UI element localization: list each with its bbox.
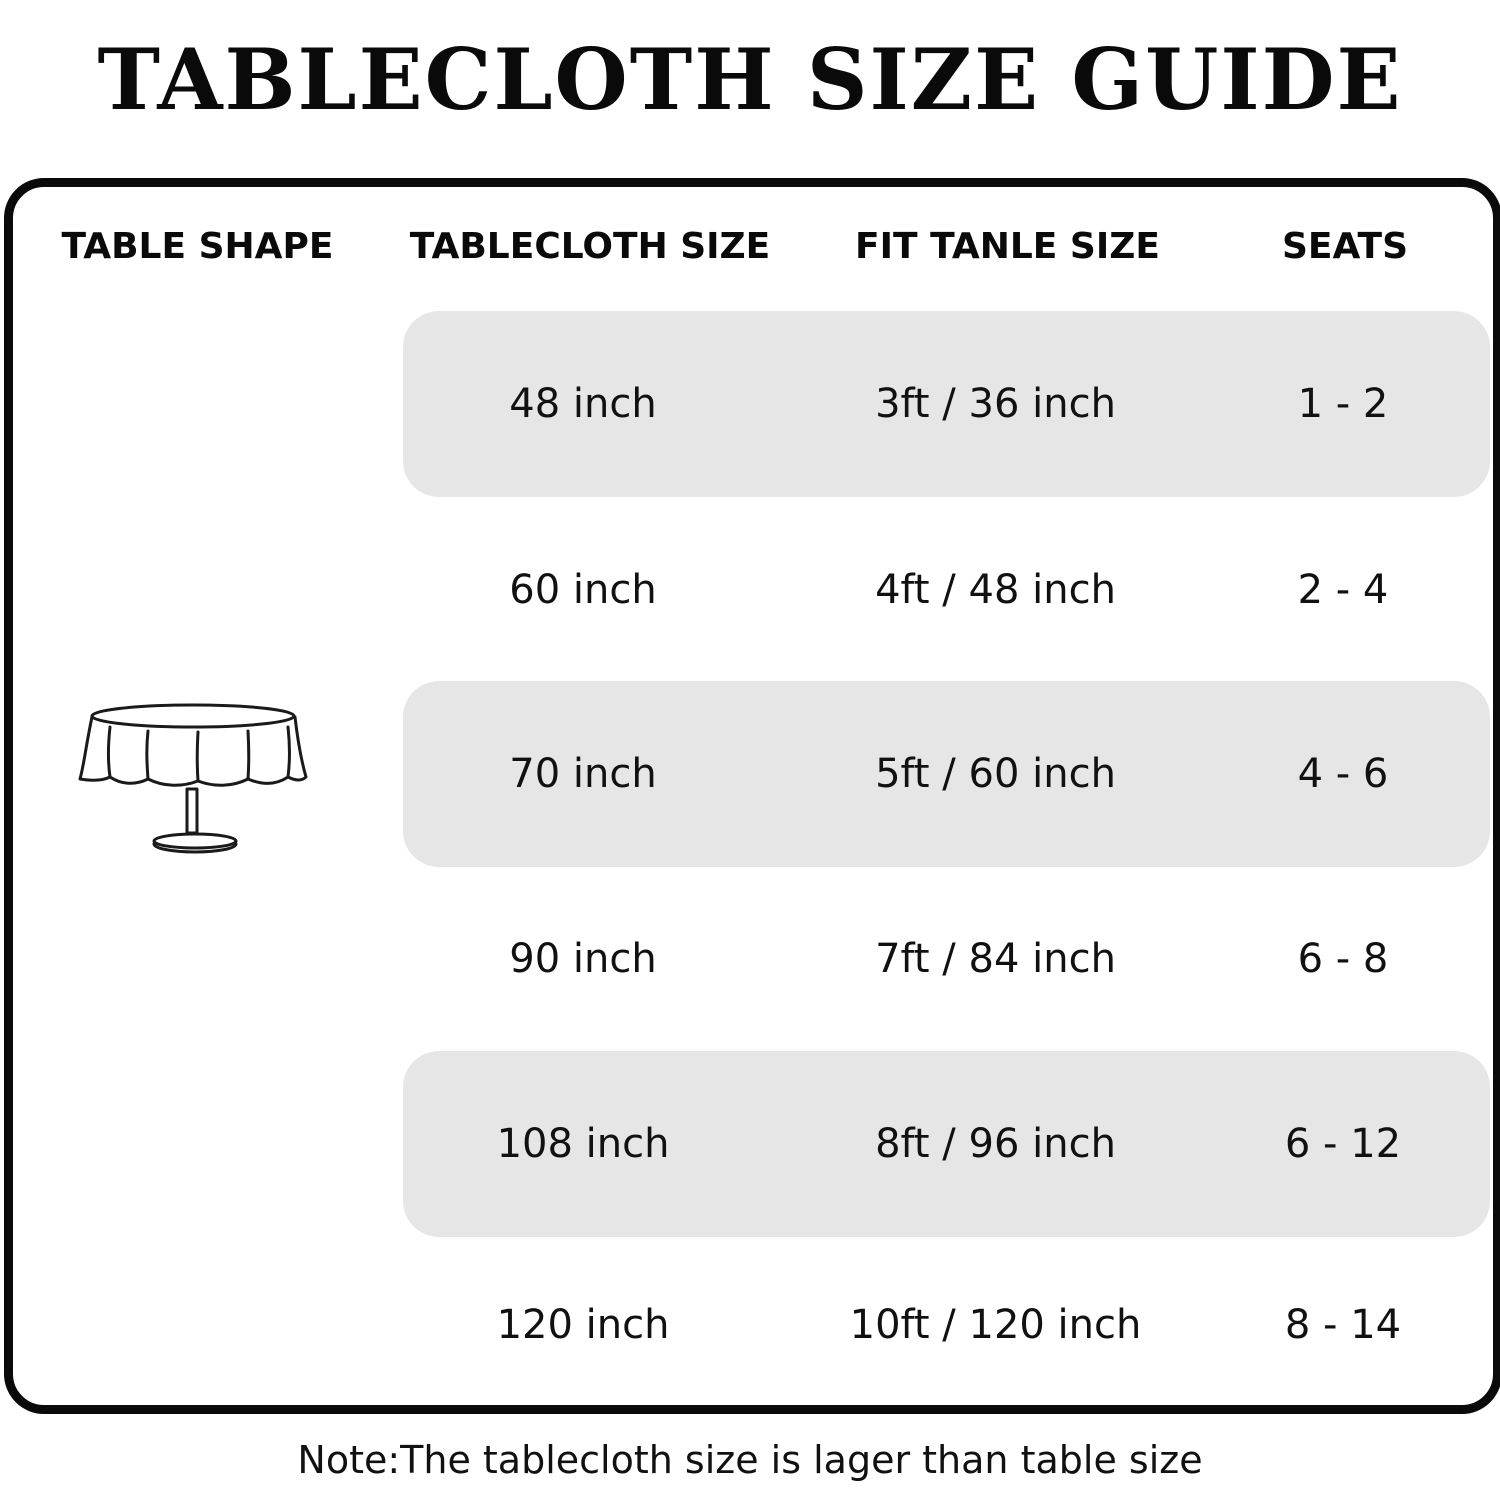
row-seats: 2 - 4 (1297, 567, 1389, 613)
row-seats: 4 - 6 (1297, 751, 1389, 797)
row-tablecloth-size: 60 inch (509, 567, 657, 613)
size-note: Note:The tablecloth size is lager than table size (297, 1438, 1203, 1482)
row-fit-table-size: 5ft / 60 inch (875, 751, 1116, 797)
row-fit-table-size: 3ft / 36 inch (875, 381, 1116, 427)
table-row (403, 311, 1490, 497)
table-row (403, 497, 1490, 683)
row-tablecloth-size: 120 inch (496, 1302, 670, 1348)
table-row (403, 1232, 1490, 1418)
row-fit-table-size: 7ft / 84 inch (875, 936, 1116, 982)
table-row (403, 866, 1490, 1052)
row-seats: 6 - 12 (1284, 1121, 1402, 1167)
row-tablecloth-size: 70 inch (509, 751, 657, 797)
header-seats: SEATS (1281, 226, 1409, 267)
header-table-shape: TABLE SHAPE (61, 226, 334, 267)
table-row (403, 1051, 1490, 1237)
row-fit-table-size: 8ft / 96 inch (875, 1121, 1116, 1167)
header-tablecloth-size: TABLECLOTH SIZE (409, 226, 771, 267)
table-row (403, 681, 1490, 867)
row-seats: 1 - 2 (1297, 381, 1389, 427)
row-seats: 8 - 14 (1284, 1302, 1402, 1348)
row-fit-table-size: 10ft / 120 inch (849, 1302, 1142, 1348)
round-table-icon (70, 695, 320, 865)
row-seats: 6 - 8 (1297, 936, 1389, 982)
header-fit-table-size: FIT TANLE SIZE (855, 226, 1160, 267)
row-tablecloth-size: 48 inch (509, 381, 657, 427)
page-title: TABLECLOTH SIZE GUIDE (97, 30, 1403, 129)
row-fit-table-size: 4ft / 48 inch (875, 567, 1116, 613)
row-tablecloth-size: 108 inch (496, 1121, 670, 1167)
row-tablecloth-size: 90 inch (509, 936, 657, 982)
